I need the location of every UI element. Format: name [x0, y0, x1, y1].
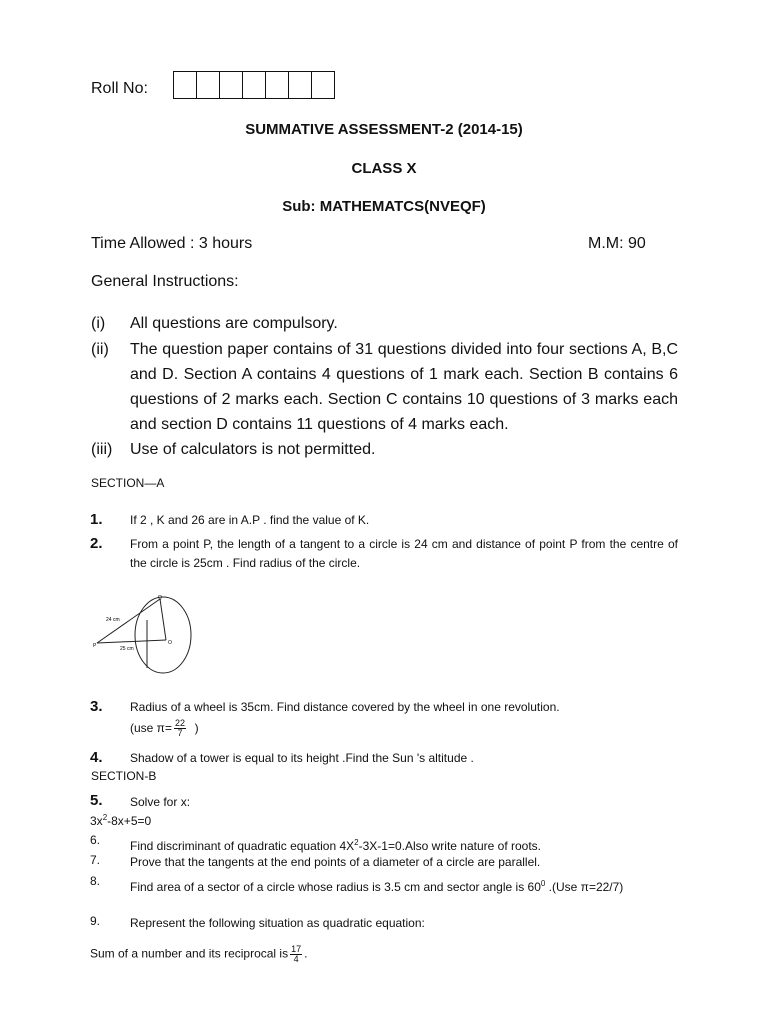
question-text: Find area of a sector of a circle whose radius is 3.5 cm and sector angle is $60^0$ .(Use π=22/7): [130, 879, 624, 894]
pi-fraction-den: 7: [177, 728, 183, 739]
question-number: 4.: [90, 749, 103, 766]
question-text: From a point P, the length of a tangent to a circle is 24 cm and distance of point P from the centre of the circle is 25cm . Find radius of the circle.: [130, 537, 678, 570]
fraction-num: 17: [291, 944, 302, 954]
tangent-length-label: 24 cm: [106, 617, 120, 623]
distance-label: 25 cm: [120, 646, 134, 652]
point-o-label: O: [168, 640, 172, 646]
pi-fraction: [174, 719, 186, 738]
equation-part-b: -8x+5=0: [107, 814, 152, 828]
question-text: Radius of a wheel is 35cm. Find distance covered by the wheel in one revolution.: [130, 700, 560, 714]
question-number: 7.: [90, 853, 101, 867]
question-text: Prove that the tangents at the end points of a diameter of a circle are parallel.: [130, 855, 541, 869]
instruction-num: (ii): [91, 341, 109, 358]
pi-hint-prefix: (use π=: [130, 721, 172, 735]
instruction-text: All questions are compulsory.: [130, 315, 338, 332]
roll-digit-box[interactable]: [266, 72, 289, 98]
equation-part-a: 3x: [90, 814, 103, 828]
roll-digit-box[interactable]: [312, 72, 334, 98]
question-number: 3.: [90, 698, 103, 715]
circle-shape: [135, 597, 191, 673]
question-number: 5.: [90, 792, 103, 809]
instruction-text: Use of calculators is not permitted.: [130, 441, 376, 458]
reciprocal-fraction: [290, 945, 302, 964]
class-label: CLASS X: [351, 160, 417, 177]
pi-hint-suffix: ): [194, 721, 199, 735]
instructions-heading: General Instructions:: [91, 273, 239, 290]
question-number: 8.: [90, 874, 101, 888]
instruction-num: (iii): [91, 441, 113, 458]
tangent-circle-figure: [90, 592, 200, 682]
roll-digit-box[interactable]: [289, 72, 312, 98]
question-text: Solve for x:: [130, 795, 191, 809]
pi-fraction-num: 22: [174, 718, 185, 729]
question-number: 1.: [90, 511, 103, 528]
question-number: 2.: [90, 535, 103, 552]
roll-digit-box[interactable]: [220, 72, 243, 98]
roll-no-label: Roll No:: [91, 80, 148, 97]
question-text: Find discriminant of quadratic equation $4X^2-3X-1=0.Also$ write nature of roots.: [130, 838, 542, 853]
pi-hint: [130, 719, 678, 738]
roll-digit-box[interactable]: [174, 72, 197, 98]
exam-title: SUMMATIVE ASSESSMENT-2 (2014-15): [245, 121, 523, 138]
fraction-den: 4: [293, 954, 299, 964]
roll-number-boxes[interactable]: [173, 71, 335, 99]
section-a-heading: SECTION—A: [91, 476, 165, 490]
question-number: 6.: [90, 833, 101, 847]
radius-line: [160, 599, 166, 640]
question-text-part-a: Find area of a sector of a circle whose radius is 3.5 cm and sector angle is 60: [130, 880, 541, 894]
question-text: Represent the following situation as quadratic equation:: [130, 916, 425, 930]
point-p-label: P: [93, 643, 97, 649]
question-text-part-b: .(Use π=22/7): [545, 880, 624, 894]
max-marks: M.M: 90: [588, 235, 646, 252]
question-text-part-a: Find discriminant of quadratic equation 4X: [130, 839, 355, 853]
roll-digit-box[interactable]: [197, 72, 220, 98]
roll-digit-box[interactable]: [243, 72, 266, 98]
equation: $3x^2-8x+5=0$: [90, 813, 152, 828]
question-subtext: [90, 945, 307, 964]
question-number: 9.: [90, 914, 101, 928]
question-text: Shadow of a tower is equal to its height .Find the Sun 's altitude .: [130, 751, 474, 765]
instruction-text: The question paper contains of 31 questions divided into four sections A, B,C and D. Section A contains 4 questions of 1 mark each. Section B contains 6 questions of 2 marks each. Section C contains 10 questions of 3 marks each and section D contains 11 questions of 4 marks each.: [130, 341, 678, 433]
question-text: If 2 , K and 26 are in A.P . find the value of K.: [130, 513, 370, 527]
section-b-heading: SECTION-B: [91, 769, 157, 783]
instruction-num: (i): [91, 315, 106, 332]
question-text-part-b: -3X-1=0.Also write nature of roots.: [358, 839, 542, 853]
fraction-suffix: .: [304, 946, 308, 961]
point-q-label: Q: [158, 595, 162, 601]
time-allowed: Time Allowed : 3 hours: [91, 235, 253, 252]
subject-label: Sub: MATHEMATCS(NVEQF): [282, 198, 486, 215]
subtext-label: Sum of a number and its reciprocal is: [90, 946, 289, 961]
distance-line: [97, 640, 166, 643]
